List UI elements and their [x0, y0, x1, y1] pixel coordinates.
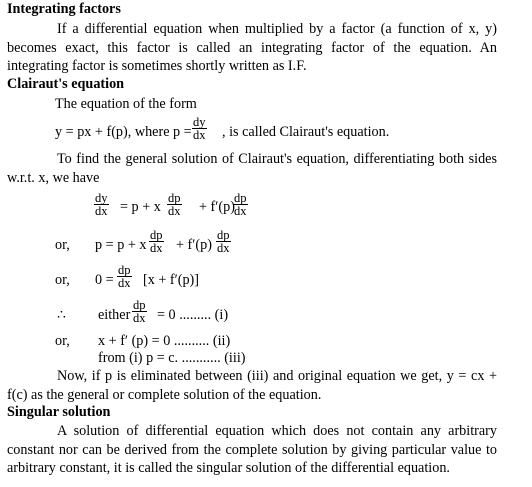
integrating-factors-paragraph: If a differential equation when multiplied by a factor (a function of x, y) becomes exact, this factor is called an integrating factor of the equation. An integrating factor is sometimes shortly written as I.F.: [7, 21, 497, 75]
step1-plus-f-prime: + f′(p): [199, 199, 235, 215]
therefore-symbol: ∴: [57, 307, 67, 323]
step2-dp-dx-a: dp dx: [150, 228, 163, 255]
either-text: either: [98, 307, 131, 323]
conclusion-paragraph: Now, if p is eliminated between (iii) and original equation we get, y = cx + f(c) as the general or complete solution of the equation.: [7, 368, 497, 403]
step1-dy-dx: dy dx: [95, 191, 108, 218]
singular-solution-paragraph: A solution of differential equation which does not contain any arbitrary constant nor can be derived from the complete solution by giving particular value to arbitrary constant, it is called the singular solution of the differential equation.: [7, 423, 497, 477]
clairaut-definition-left: y = px + f(p), where p =: [55, 124, 192, 140]
either-dp-dx: dp dx: [133, 298, 146, 325]
step1-dp-dx-b: dp dx: [234, 191, 247, 218]
step3-dp-dx: dp dx: [118, 263, 131, 290]
step3-left: 0 =: [95, 272, 114, 288]
step3-or-label: or,: [55, 272, 70, 288]
clairaut-definition-right: , is called Clairaut's equation.: [222, 124, 390, 140]
step3-right: [x + f′(p)]: [143, 272, 200, 288]
general-solution-paragraph: To find the general solution of Clairaut's equation, differentiating both sides w.r.t. x, we have: [7, 151, 497, 186]
either-right: = 0 ......... (i): [157, 307, 229, 323]
step2-left: p = p + x: [95, 237, 147, 253]
or-equation: x + f′ (p) = 0 .......... (ii): [98, 333, 231, 349]
dy-dx-fraction: dy dx: [193, 115, 206, 142]
or-label: or,: [55, 333, 70, 349]
step2-plus-f-prime: + f′(p): [176, 237, 212, 253]
step1-dp-dx-a: dp dx: [168, 191, 181, 218]
step2-dp-dx-b: dp dx: [217, 228, 230, 255]
clairaut-intro: The equation of the form: [55, 96, 197, 112]
singular-solution-heading: Singular solution: [7, 404, 111, 420]
integrating-factors-heading: Integrating factors: [7, 1, 121, 17]
from-equation: from (i) p = c. ........... (iii): [98, 350, 246, 366]
step2-or-label: or,: [55, 237, 70, 253]
clairaut-heading: Clairaut's equation: [7, 76, 125, 92]
step1-equals-p-plus-x: = p + x: [120, 199, 161, 215]
